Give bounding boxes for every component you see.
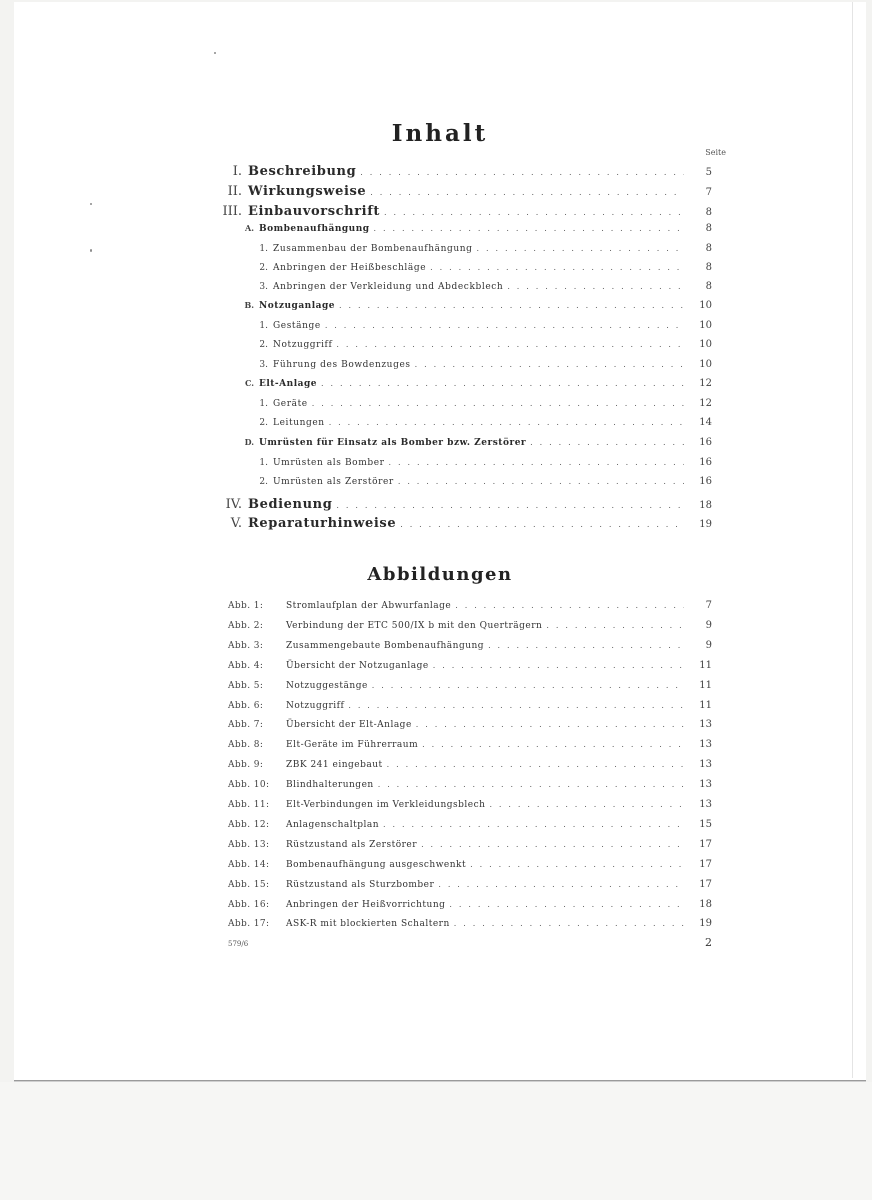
figure-caption: Elt-Verbindungen im Verkleidungsblech [286, 800, 486, 810]
figure-page: 17 [699, 839, 712, 850]
toc-entry [200, 204, 712, 220]
figure-page: 13 [699, 799, 712, 810]
document-code: 579/6 [228, 940, 249, 948]
figure-entry [228, 899, 712, 915]
toc-entry [200, 516, 712, 532]
toc-entry [254, 457, 712, 473]
figure-number: Abb. 5: [228, 681, 264, 691]
figure-caption: Bombenaufhängung ausgeschwenkt [286, 860, 467, 870]
figure-number: Abb. 11: [228, 800, 270, 810]
scan-background [0, 1082, 872, 1200]
figure-page: 11 [699, 660, 712, 671]
leader-dots [378, 780, 684, 789]
toc-entry [254, 476, 712, 492]
toc-entry [254, 417, 712, 433]
figure-caption: Notzuggestänge [286, 681, 368, 691]
toc-entry-page: 10 [699, 320, 712, 331]
figure-page: 9 [705, 620, 712, 631]
toc-entry [234, 223, 712, 239]
figure-entry [228, 859, 712, 875]
toc-entry [254, 398, 712, 414]
leader-dots [433, 661, 684, 670]
figure-caption: Anlagenschaltplan [286, 820, 380, 830]
figure-entry [228, 660, 712, 676]
leader-dots [325, 321, 684, 330]
toc-entry [254, 320, 712, 336]
leader-dots [360, 168, 684, 177]
figure-entry [228, 759, 712, 775]
figure-caption: Verbindung der ETC 500/IX b mit den Querträgern [286, 621, 543, 631]
toc-entry [234, 378, 712, 394]
figure-entry [228, 700, 712, 716]
toc-entry-number: 2. [259, 263, 268, 273]
leader-dots [546, 621, 684, 630]
figure-caption: Rüstzustand als Zerstörer [286, 840, 418, 850]
toc-entry-title: Beschreibung [248, 164, 357, 179]
toc-entry-number: IV. [225, 497, 242, 512]
figure-caption: Blindhalterungen [286, 780, 374, 790]
toc-entry-page: 12 [699, 378, 712, 389]
figure-caption: ASK-R mit blockierten Schaltern [286, 919, 450, 929]
toc-entry-title: Anbringen der Verkleidung und Abdeckblech [273, 282, 504, 292]
figure-page: 13 [699, 759, 712, 770]
figure-number: Abb. 13: [228, 840, 270, 850]
leader-dots [430, 263, 684, 272]
toc-entry-number: 1. [259, 458, 268, 468]
toc-entry-page: 5 [705, 167, 712, 178]
toc-entry-page: 8 [705, 262, 712, 273]
figure-number: Abb. 17: [228, 919, 270, 929]
figure-number: Abb. 1: [228, 601, 264, 611]
leader-dots [454, 919, 684, 928]
page-number: 2 [705, 936, 712, 949]
toc-entry-title: Umrüsten für Einsatz als Bomber bzw. Zerstörer [259, 438, 527, 448]
figure-entry [228, 918, 712, 934]
toc-entry [254, 262, 712, 278]
toc-entry-title: Anbringen der Heißbeschläge [273, 263, 427, 273]
figure-page: 9 [705, 640, 712, 651]
figure-page: 17 [699, 859, 712, 870]
figure-number: Abb. 14: [228, 860, 270, 870]
leader-dots [470, 860, 684, 869]
toc-entry [254, 359, 712, 375]
toc-entry-title: Leitungen [273, 418, 325, 428]
document-page [14, 2, 866, 1081]
toc-entry-title: Notzuganlage [259, 301, 335, 311]
figures-title: Abbildungen [367, 564, 513, 585]
scan-speck [214, 52, 216, 54]
toc-entry-page: 10 [699, 339, 712, 350]
figure-entry [228, 600, 712, 616]
toc-entry [200, 164, 712, 180]
leader-dots [383, 820, 684, 829]
figure-page: 7 [705, 600, 712, 611]
figure-entry [228, 819, 712, 835]
figure-caption: Elt-Geräte im Führerraum [286, 740, 419, 750]
toc-entry-number: II. [227, 184, 242, 199]
toc-entry-page: 16 [699, 457, 712, 468]
toc-entry [254, 281, 712, 297]
scan-speck [90, 203, 92, 205]
page-column-header: Seite [705, 148, 726, 157]
toc-entry-number: V. [230, 516, 242, 531]
leader-dots [421, 840, 684, 849]
figure-entry [228, 839, 712, 855]
figure-entry [228, 739, 712, 755]
toc-entry-number: D. [244, 437, 254, 447]
leader-dots [321, 379, 684, 388]
leader-dots [374, 224, 684, 233]
leader-dots [370, 188, 684, 197]
leader-dots [488, 641, 684, 650]
toc-entry-page: 18 [699, 500, 712, 511]
leader-dots [530, 438, 684, 447]
leader-dots [438, 880, 684, 889]
toc-entry-number: 1. [259, 399, 268, 409]
figure-caption: ZBK 241 eingebaut [286, 760, 383, 770]
figure-page: 13 [699, 719, 712, 730]
toc-entry [254, 339, 712, 355]
leader-dots [476, 244, 684, 253]
figure-number: Abb. 7: [228, 720, 264, 730]
toc-entry-title: Umrüsten als Bomber [273, 458, 385, 468]
leader-dots [384, 208, 684, 217]
leader-dots [336, 340, 684, 349]
toc-entry-number: B. [244, 300, 254, 310]
leader-dots [400, 520, 684, 529]
toc-entry-page: 19 [699, 519, 712, 530]
leader-dots [416, 720, 684, 729]
figure-entry [228, 719, 712, 735]
toc-entry-number: III. [222, 204, 242, 219]
toc-entry-title: Reparaturhinweise [248, 516, 397, 531]
scan-speck [90, 249, 92, 252]
toc-entry-title: Notzuggriff [273, 340, 333, 350]
toc-entry-number: A. [245, 223, 254, 233]
toc-entry [234, 437, 712, 453]
figure-number: Abb. 3: [228, 641, 264, 651]
figure-caption: Stromlaufplan der Abwurfanlage [286, 601, 452, 611]
toc-entry-title: Wirkungsweise [248, 184, 367, 199]
toc-entry-title: Bedienung [248, 497, 333, 512]
figure-number: Abb. 16: [228, 900, 270, 910]
figure-page: 18 [699, 899, 712, 910]
toc-entry-number: C. [244, 378, 254, 388]
figure-page: 13 [699, 779, 712, 790]
toc-entry [200, 497, 712, 513]
figure-entry [228, 799, 712, 815]
toc-entry-number: 1. [259, 321, 268, 331]
figure-number: Abb. 15: [228, 880, 270, 890]
toc-entry-page: 8 [705, 281, 712, 292]
figure-page: 11 [699, 680, 712, 691]
figure-caption: Übersicht der Notzuganlage [286, 661, 429, 671]
toc-entry-page: 8 [705, 243, 712, 254]
figure-number: Abb. 9: [228, 760, 264, 770]
figure-number: Abb. 8: [228, 740, 264, 750]
figure-caption: Rüstzustand als Sturzbomber [286, 880, 435, 890]
leader-dots [455, 601, 684, 610]
toc-entry [200, 184, 712, 200]
toc-entry [234, 300, 712, 316]
toc-entry-page: 10 [699, 359, 712, 370]
figure-entry [228, 620, 712, 636]
leader-dots [507, 282, 684, 291]
toc-entry-page: 8 [705, 223, 712, 234]
toc-entry-title: Geräte [273, 399, 308, 409]
leader-dots [348, 701, 684, 710]
toc-entry-title: Zusammenbau der Bombenaufhängung [273, 244, 473, 254]
toc-entry-page: 12 [699, 398, 712, 409]
leader-dots [398, 477, 684, 486]
figure-caption: Übersicht der Elt-Anlage [286, 720, 412, 730]
toc-entry-number: 2. [259, 418, 268, 428]
toc-entry-title: Gestänge [273, 321, 321, 331]
leader-dots [449, 900, 684, 909]
toc-entry-title: Führung des Bowdenzuges [273, 360, 411, 370]
leader-dots [339, 301, 684, 310]
figure-caption: Zusammengebaute Bombenaufhängung [286, 641, 485, 651]
figure-entry [228, 779, 712, 795]
toc-entry-page: 10 [699, 300, 712, 311]
toc-entry-page: 8 [705, 207, 712, 218]
leader-dots [422, 740, 684, 749]
toc-entry-number: 3. [259, 360, 268, 370]
toc-entry [254, 243, 712, 259]
toc-entry-page: 16 [699, 437, 712, 448]
leader-dots [329, 418, 684, 427]
figure-page: 19 [699, 918, 712, 929]
figure-number: Abb. 12: [228, 820, 270, 830]
toc-entry-title: Bombenaufhängung [259, 224, 370, 234]
figure-entry [228, 680, 712, 696]
leader-dots [312, 399, 684, 408]
leader-dots [489, 800, 684, 809]
contents-title: Inhalt [391, 120, 489, 147]
figure-page: 11 [699, 700, 712, 711]
toc-entry-number: 2. [259, 477, 268, 487]
toc-entry-number: 2. [259, 340, 268, 350]
figure-caption: Notzuggriff [286, 701, 345, 711]
toc-entry-number: 1. [259, 244, 268, 254]
toc-entry-title: Umrüsten als Zerstörer [273, 477, 394, 487]
leader-dots [389, 458, 684, 467]
figure-page: 17 [699, 879, 712, 890]
leader-dots [372, 681, 684, 690]
figure-number: Abb. 4: [228, 661, 264, 671]
leader-dots [336, 501, 684, 510]
toc-entry-page: 7 [705, 187, 712, 198]
figure-page: 15 [699, 819, 712, 830]
leader-dots [387, 760, 684, 769]
toc-entry-number: 3. [259, 282, 268, 292]
toc-entry-page: 14 [699, 417, 712, 428]
figure-entry [228, 879, 712, 895]
toc-entry-page: 16 [699, 476, 712, 487]
leader-dots [415, 360, 684, 369]
figure-page: 13 [699, 739, 712, 750]
figure-number: Abb. 10: [228, 780, 270, 790]
figure-number: Abb. 6: [228, 701, 264, 711]
toc-entry-title: Einbauvorschrift [248, 204, 381, 219]
figure-number: Abb. 2: [228, 621, 264, 631]
figure-entry [228, 640, 712, 656]
figure-caption: Anbringen der Heißvorrichtung [286, 900, 446, 910]
toc-entry-number: I. [232, 164, 242, 179]
page-edge [852, 2, 853, 1078]
toc-entry-title: Elt-Anlage [259, 379, 317, 389]
